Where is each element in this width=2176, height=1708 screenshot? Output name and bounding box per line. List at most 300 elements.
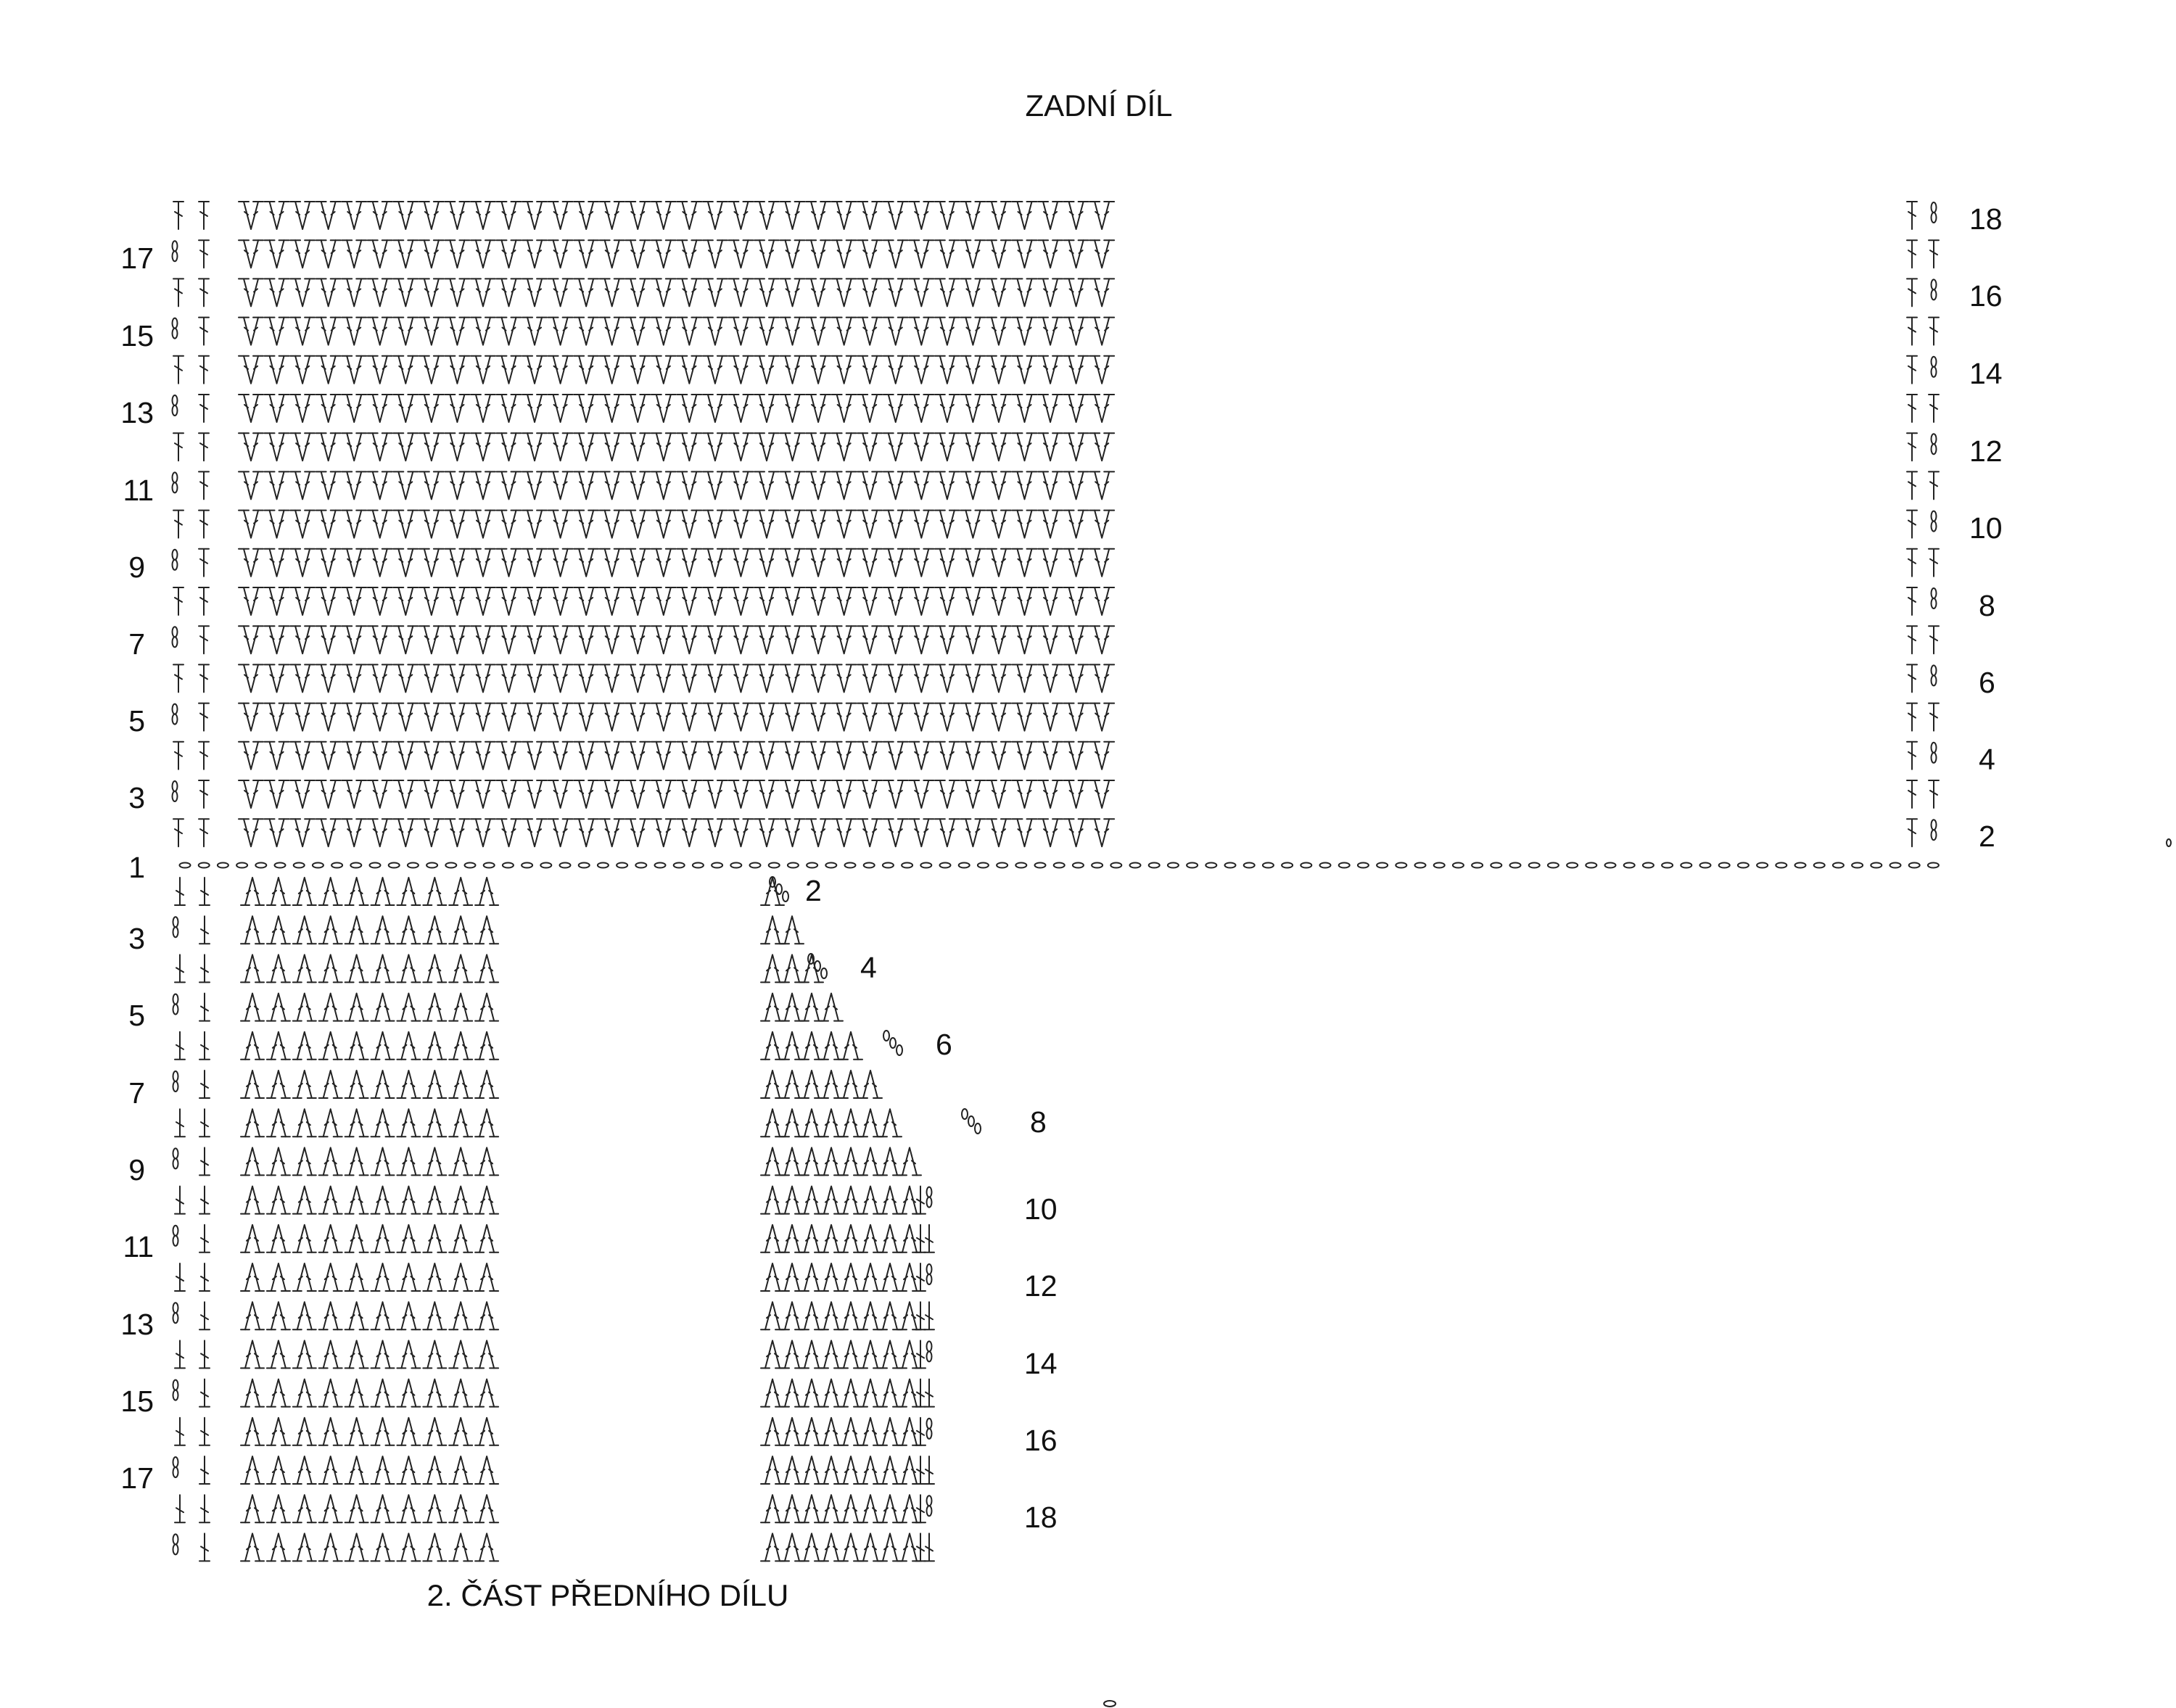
v-stitch-icon [677,471,701,499]
v-stitch-icon [445,742,469,770]
v-stitch-icon [316,433,341,461]
v-stitch-icon [368,240,392,268]
v-stitch-icon [265,587,289,615]
cluster-a-icon [820,1495,843,1522]
double-crochet-icon [173,664,184,692]
cluster-a-icon [878,1495,902,1522]
cluster-a-icon [241,1032,264,1060]
front-panel-left-row-numbers [120,922,154,1495]
v-stitch-icon [445,664,469,692]
cluster-a-icon [293,1340,316,1368]
cluster-a-icon [397,954,420,982]
v-stitch-icon [909,819,934,846]
v-stitch-icon [368,202,392,229]
cluster-a-icon [397,1032,420,1060]
cluster-a-icon [449,1495,472,1522]
v-stitch-icon [574,587,598,615]
v-stitch-icon [316,511,341,538]
v-stitch-icon [935,356,960,384]
v-stitch-icon [600,549,625,577]
v-stitch-icon [1013,318,1037,345]
v-stitch-icon [445,587,469,615]
row-number: 6 [1979,666,1995,699]
cluster-a-icon [878,1533,902,1561]
cluster-a-icon [293,1379,316,1407]
row-number: 16 [1969,279,2003,313]
v-stitch-icon [393,279,418,306]
cluster-a-icon [780,1263,804,1291]
v-stitch-icon [832,471,857,499]
double-crochet-icon [1907,395,1917,422]
v-stitch-icon [625,587,650,615]
cluster-a-icon [475,1187,498,1214]
double-crochet-icon [1907,511,1917,538]
v-stitch-icon [419,433,444,461]
v-stitch-icon [600,279,625,306]
v-stitch-icon [471,202,495,229]
cluster-a-icon [293,1225,316,1253]
v-stitch-icon [574,356,598,384]
v-stitch-icon [239,356,263,384]
v-stitch-icon [651,780,676,808]
v-stitch-icon [754,664,779,692]
v-stitch-icon [909,279,934,306]
cluster-a-icon [475,878,498,905]
v-stitch-icon [1064,549,1089,577]
v-stitch-icon [239,780,263,808]
v-stitch-icon [600,664,625,692]
v-stitch-icon [677,318,701,345]
v-stitch-icon [393,587,418,615]
double-crochet-icon [175,1340,185,1368]
cluster-a-icon [800,1147,823,1175]
v-stitch-icon [290,279,315,306]
v-stitch-icon [1089,471,1114,499]
cluster-a-icon [241,1495,264,1522]
v-stitch-icon [393,395,418,422]
cluster-a-icon [319,916,342,944]
v-stitch-icon [754,318,779,345]
double-crochet-icon [924,1456,934,1484]
double-crochet-icon [1907,780,1917,808]
double-crochet-icon [1907,356,1917,384]
v-stitch-icon [935,549,960,577]
v-stitch-icon [600,742,625,770]
v-stitch-icon [960,318,985,345]
cluster-a-icon [449,1147,472,1175]
cluster-a-icon [267,1032,290,1060]
cluster-a-icon [475,1340,498,1368]
row-number: 10 [1969,511,2003,545]
v-stitch-icon [522,240,547,268]
cluster-a-icon [319,1495,342,1522]
v-stitch-icon [522,780,547,808]
v-stitch-icon [600,780,625,808]
v-stitch-icon [703,587,728,615]
cluster-a-icon [475,1418,498,1445]
v-stitch-icon [780,395,805,422]
v-stitch-icon [419,664,444,692]
v-stitch-icon [342,742,366,770]
cluster-a-icon [345,1418,368,1445]
v-stitch-icon [677,664,701,692]
v-stitch-icon [445,626,469,653]
v-stitch-icon [1064,240,1089,268]
v-stitch-icon [806,819,831,846]
v-stitch-icon [419,279,444,306]
turning-chain-icon [173,1303,178,1323]
v-stitch-icon [316,471,341,499]
cluster-a-icon [820,1187,843,1214]
v-stitch-icon [290,511,315,538]
cluster-a-icon [800,1495,823,1522]
v-stitch-icon [703,240,728,268]
row-number: 2 [1979,820,1995,853]
double-crochet-icon [199,994,210,1021]
v-stitch-icon [497,471,522,499]
turning-chain-icon [173,704,178,725]
v-stitch-icon [265,664,289,692]
v-stitch-icon [935,780,960,808]
v-stitch-icon [290,318,315,345]
v-stitch-icon [806,626,831,653]
v-stitch-icon [703,742,728,770]
cluster-a-icon [475,1533,498,1561]
double-crochet-icon [1907,587,1917,615]
v-stitch-icon [574,780,598,808]
v-stitch-icon [368,471,392,499]
v-stitch-icon [497,742,522,770]
cluster-a-icon [449,1109,472,1136]
v-stitch-icon [857,395,882,422]
v-stitch-icon [574,742,598,770]
v-stitch-icon [445,704,469,731]
v-stitch-icon [548,780,573,808]
v-stitch-icon [1064,511,1089,538]
v-stitch-icon [265,471,289,499]
v-stitch-icon [1013,202,1037,229]
v-stitch-icon [909,471,934,499]
double-crochet-icon [199,626,209,653]
row-number: 7 [128,627,145,661]
cluster-a-icon [293,1070,316,1098]
v-stitch-icon [909,433,934,461]
cluster-a-icon [371,1187,395,1214]
cluster-a-icon [820,1418,843,1445]
cluster-a-icon [345,954,368,982]
v-stitch-icon [239,549,263,577]
v-stitch-icon [419,780,444,808]
v-stitch-icon [471,433,495,461]
v-stitch-icon [1038,549,1063,577]
v-stitch-icon [471,704,495,731]
row-number: 3 [128,922,145,955]
cluster-a-icon [267,1070,290,1098]
cluster-a-icon [839,1418,862,1445]
cluster-a-icon [859,1187,882,1214]
v-stitch-icon [419,819,444,846]
double-crochet-icon [199,549,209,577]
v-stitch-icon [832,279,857,306]
cluster-a-icon [761,1263,784,1291]
v-stitch-icon [857,742,882,770]
v-stitch-icon [368,587,392,615]
v-stitch-icon [857,704,882,731]
cluster-a-icon [423,1032,446,1060]
double-crochet-icon [199,318,209,345]
cluster-a-icon [761,954,784,982]
v-stitch-icon [754,279,779,306]
cluster-a-icon [449,1302,472,1329]
cluster-a-icon [319,954,342,982]
turning-chain-icon [173,1380,178,1400]
v-stitch-icon [780,587,805,615]
v-stitch-icon [548,395,573,422]
v-stitch-icon [651,819,676,846]
v-stitch-icon [1089,664,1114,692]
cluster-a-icon [241,954,264,982]
double-crochet-icon [199,916,210,944]
cluster-a-icon [293,1147,316,1175]
v-stitch-icon [265,780,289,808]
v-stitch-icon [368,742,392,770]
v-stitch-icon [239,587,263,615]
v-stitch-icon [1038,356,1063,384]
cluster-a-icon [423,1070,446,1098]
row-number: 12 [1024,1269,1058,1303]
v-stitch-icon [574,626,598,653]
cluster-a-icon [475,1263,498,1291]
v-stitch-icon [960,780,985,808]
v-stitch-icon [445,549,469,577]
v-stitch-icon [522,356,547,384]
v-stitch-icon [290,704,315,731]
cluster-a-icon [241,1533,264,1561]
v-stitch-icon [290,742,315,770]
v-stitch-icon [471,780,495,808]
v-stitch-icon [909,780,934,808]
cluster-a-icon [761,1456,784,1484]
double-crochet-icon [175,1032,185,1060]
v-stitch-icon [522,704,547,731]
cluster-a-icon [371,916,395,944]
cluster-a-icon [780,1379,804,1407]
cluster-a-icon [319,1456,342,1484]
double-crochet-icon [1929,549,1939,577]
v-stitch-icon [419,471,444,499]
v-stitch-icon [445,780,469,808]
v-stitch-icon [290,471,315,499]
v-stitch-icon [832,742,857,770]
v-stitch-icon [1038,395,1063,422]
v-stitch-icon [497,395,522,422]
v-stitch-icon [960,279,985,306]
cluster-a-icon [319,1418,342,1445]
cluster-a-icon [878,1109,902,1136]
v-stitch-icon [703,202,728,229]
turning-chain-icon [173,1071,178,1092]
cluster-a-icon [820,1070,843,1098]
v-stitch-icon [265,202,289,229]
double-crochet-icon [924,1225,934,1253]
v-stitch-icon [935,626,960,653]
v-stitch-icon [883,664,908,692]
v-stitch-icon [754,471,779,499]
v-stitch-icon [651,587,676,615]
v-stitch-icon [728,626,753,653]
v-stitch-icon [1089,819,1114,846]
v-stitch-icon [625,471,650,499]
v-stitch-icon [909,511,934,538]
v-stitch-icon [497,664,522,692]
v-stitch-icon [265,549,289,577]
v-stitch-icon [986,742,1011,770]
v-stitch-icon [677,626,701,653]
turning-chain-icon [173,917,178,937]
double-crochet-icon [175,954,185,982]
cluster-a-icon [800,1456,823,1484]
v-stitch-icon [883,742,908,770]
v-stitch-icon [625,819,650,846]
cluster-a-icon [371,1495,395,1522]
v-stitch-icon [522,318,547,345]
cluster-a-icon [878,1379,902,1407]
v-stitch-icon [393,433,418,461]
v-stitch-icon [342,704,366,731]
v-stitch-icon [265,240,289,268]
v-stitch-icon [239,202,263,229]
v-stitch-icon [832,819,857,846]
turning-chain-icon [173,1457,178,1477]
v-stitch-icon [780,626,805,653]
v-stitch-icon [419,395,444,422]
turning-chain-icon [173,1226,178,1246]
v-stitch-icon [960,704,985,731]
v-stitch-icon [342,819,366,846]
cluster-a-icon [475,954,498,982]
v-stitch-icon [316,356,341,384]
v-stitch-icon [986,549,1011,577]
cluster-a-icon [859,1070,882,1098]
v-stitch-icon [986,279,1011,306]
cluster-a-icon [859,1418,882,1445]
v-stitch-icon [1038,819,1063,846]
cluster-a-icon [371,878,395,905]
v-stitch-icon [1013,471,1037,499]
double-crochet-icon [175,1187,185,1214]
cluster-a-icon [319,1379,342,1407]
v-stitch-icon [806,664,831,692]
v-stitch-icon [935,664,960,692]
v-stitch-icon [316,704,341,731]
double-crochet-icon [915,1187,926,1214]
v-stitch-icon [780,433,805,461]
v-stitch-icon [342,433,366,461]
v-stitch-icon [703,626,728,653]
v-stitch-icon [677,433,701,461]
v-stitch-icon [1038,318,1063,345]
v-stitch-icon [522,587,547,615]
cluster-a-icon [345,1187,368,1214]
v-stitch-icon [1089,279,1114,306]
v-stitch-icon [393,819,418,846]
cluster-a-icon [397,1187,420,1214]
v-stitch-icon [393,202,418,229]
v-stitch-icon [548,202,573,229]
v-stitch-icon [368,318,392,345]
cluster-a-icon [475,1225,498,1253]
v-stitch-icon [574,471,598,499]
double-crochet-icon [199,1263,210,1291]
v-stitch-icon [728,511,753,538]
v-stitch-icon [368,433,392,461]
v-stitch-icon [780,704,805,731]
cluster-a-icon [475,1379,498,1407]
cluster-a-icon [449,1533,472,1561]
v-stitch-icon [960,395,985,422]
v-stitch-icon [625,704,650,731]
v-stitch-icon [316,587,341,615]
cluster-a-icon [267,1263,290,1291]
v-stitch-icon [471,279,495,306]
v-stitch-icon [909,549,934,577]
chain-oval-icon [180,863,1939,868]
v-stitch-icon [600,433,625,461]
cluster-a-icon [800,994,823,1021]
cluster-a-icon [761,1302,784,1329]
cluster-a-icon [241,1225,264,1253]
v-stitch-icon [857,819,882,846]
v-stitch-icon [728,549,753,577]
turning-chain-icon [1932,202,1937,223]
v-stitch-icon [857,471,882,499]
cluster-a-icon [397,1379,420,1407]
v-stitch-icon [265,742,289,770]
cluster-a-icon [761,878,784,905]
v-stitch-icon [445,240,469,268]
v-stitch-icon [1013,780,1037,808]
cluster-a-icon [800,1187,823,1214]
cluster-a-icon [267,1225,290,1253]
v-stitch-icon [497,279,522,306]
v-stitch-icon [548,240,573,268]
v-stitch-icon [471,819,495,846]
double-crochet-icon [199,240,209,268]
v-stitch-icon [986,704,1011,731]
v-stitch-icon [857,433,882,461]
cluster-a-icon [859,1379,882,1407]
v-stitch-icon [1013,626,1037,653]
v-stitch-icon [1089,202,1114,229]
v-stitch-icon [935,279,960,306]
double-crochet-icon [199,202,209,229]
double-crochet-icon [199,1302,210,1329]
turning-chain-icon [1932,279,1937,300]
v-stitch-icon [832,511,857,538]
v-stitch-icon [832,587,857,615]
v-stitch-icon [960,202,985,229]
double-crochet-icon [199,780,209,808]
double-crochet-icon [199,1187,210,1214]
v-stitch-icon [806,587,831,615]
v-stitch-icon [265,395,289,422]
v-stitch-icon [677,279,701,306]
v-stitch-icon [1013,433,1037,461]
v-stitch-icon [368,704,392,731]
v-stitch-icon [574,549,598,577]
front-panel-stitch-grid [173,877,981,1561]
v-stitch-icon [290,626,315,653]
